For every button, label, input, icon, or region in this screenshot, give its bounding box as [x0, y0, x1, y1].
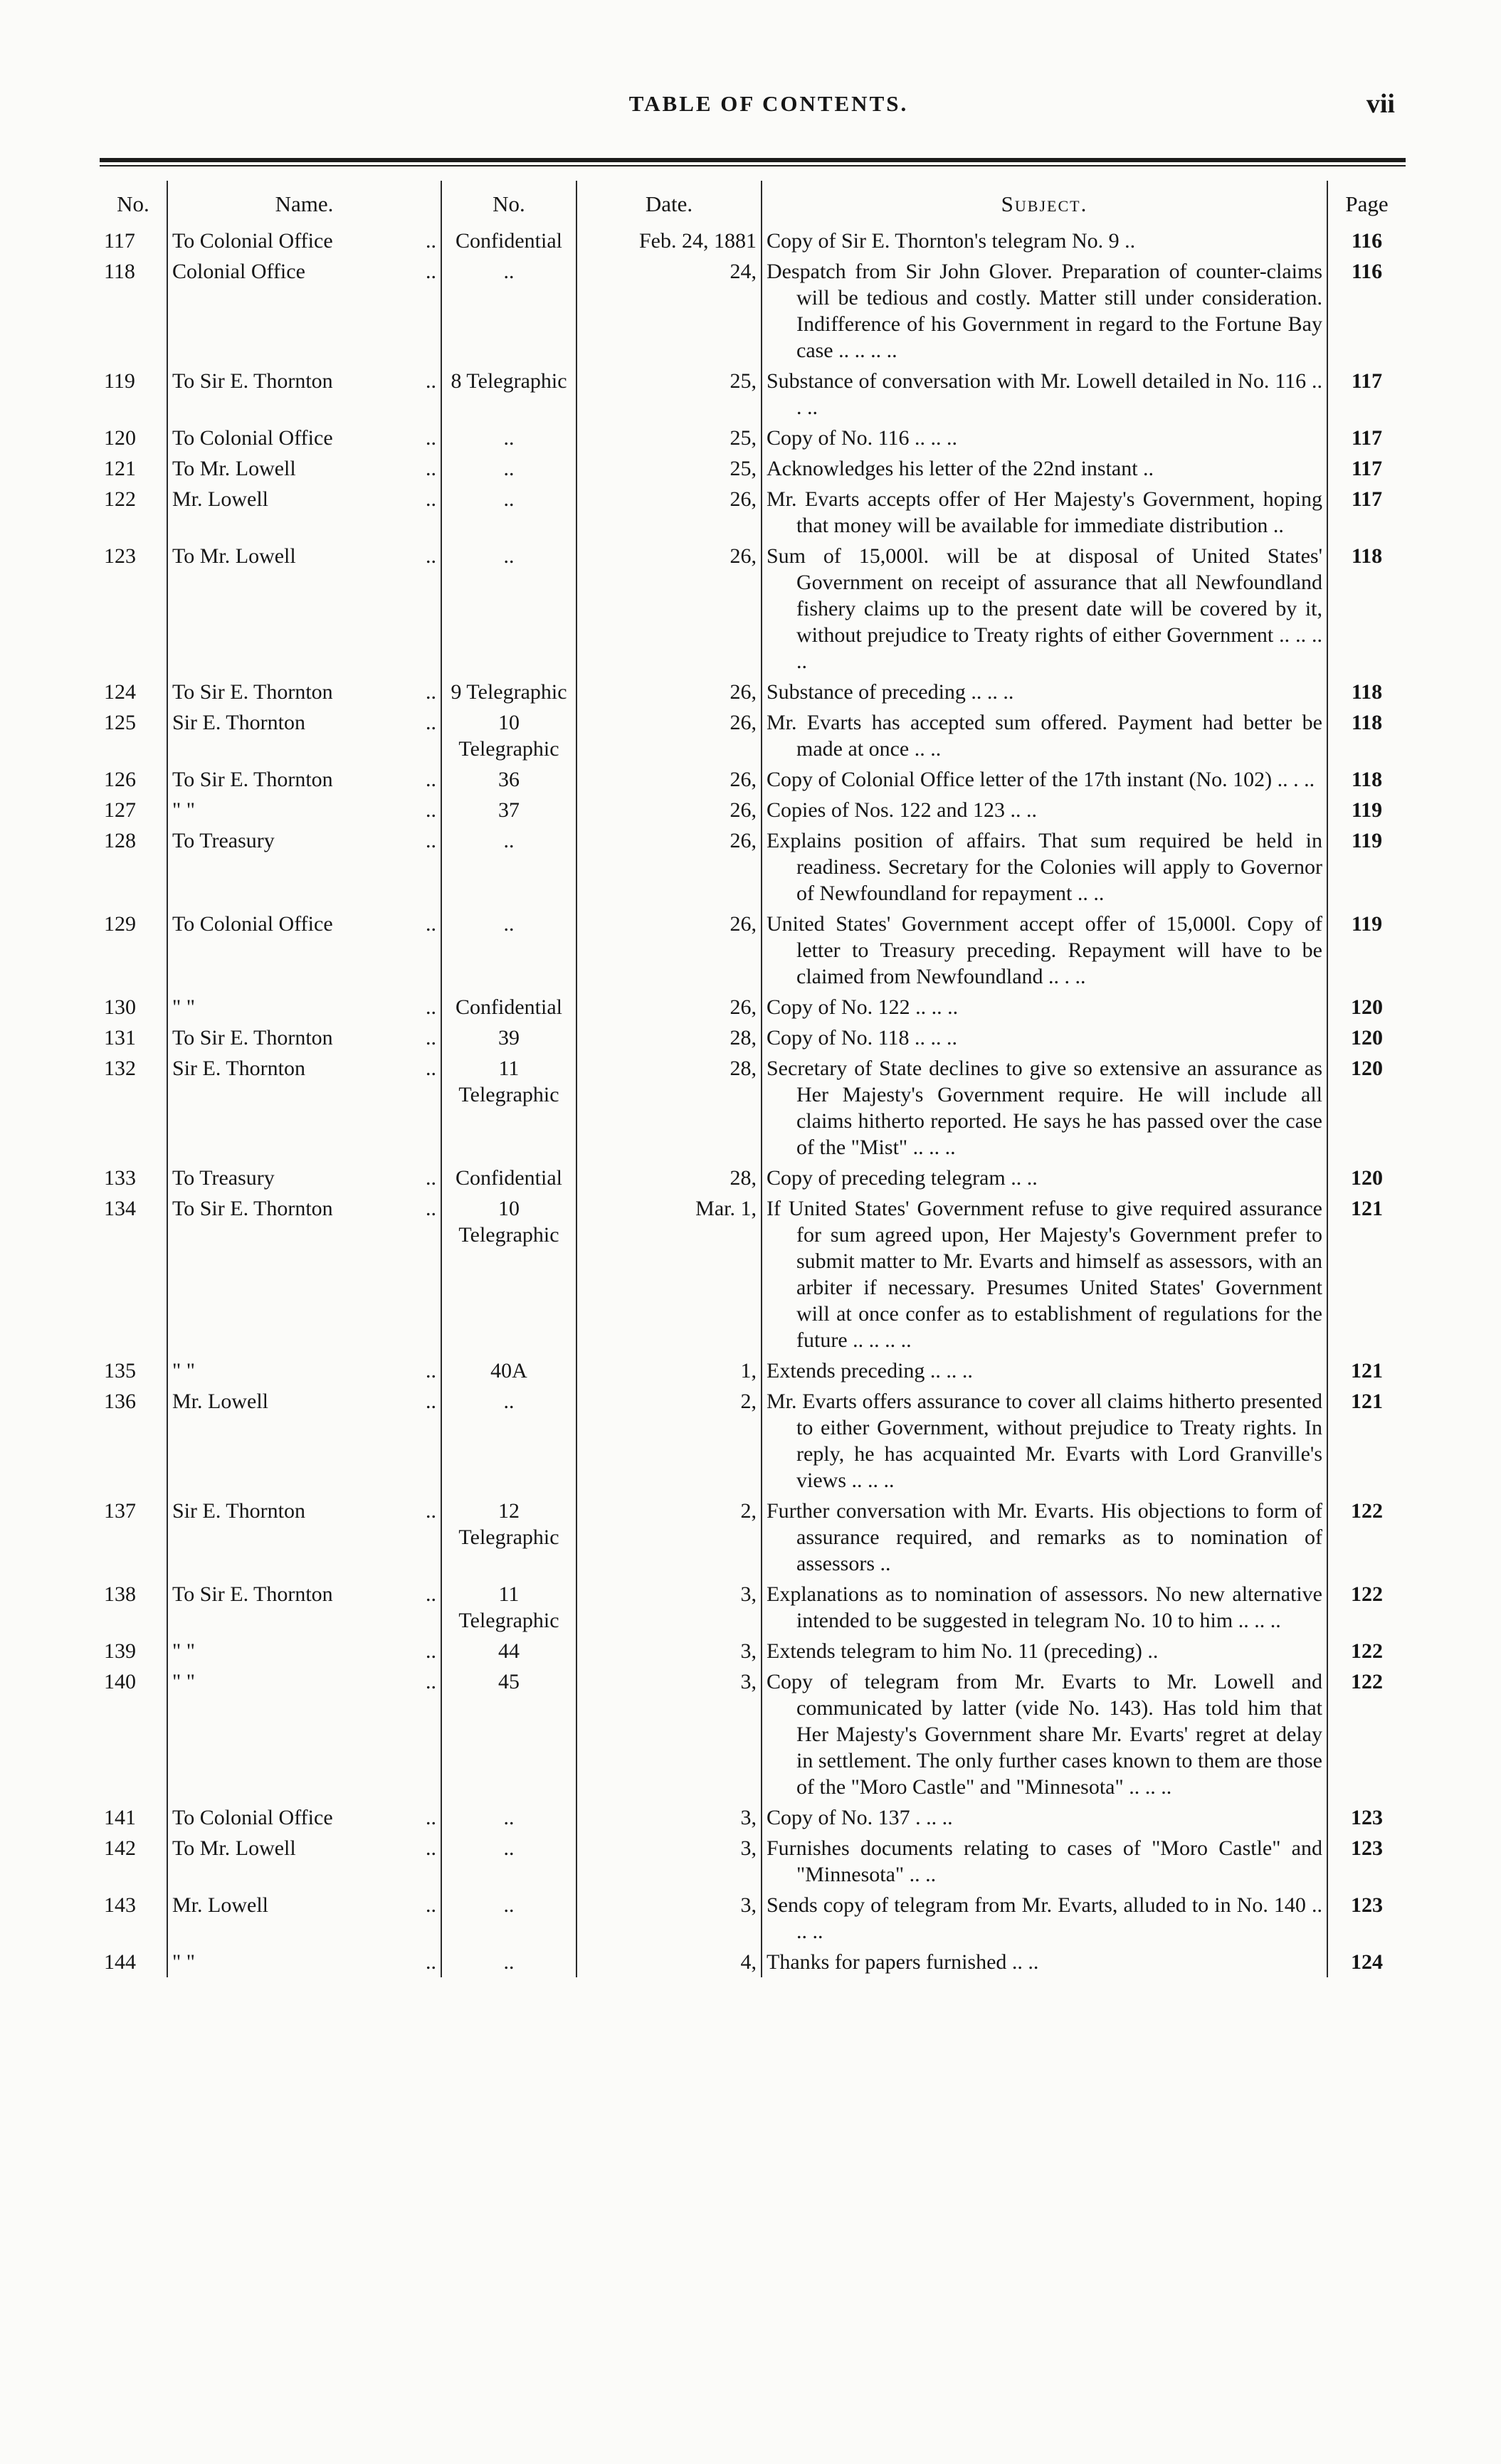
entry-subject-text: Copy of No. 116 .. .. .. [767, 426, 958, 450]
table-row [100, 1163, 1406, 1193]
entry-name-leader: .. [426, 1670, 436, 1693]
entry-reference: 9 Telegraphic [441, 677, 576, 707]
entry-date: 26, [576, 484, 762, 541]
entry-subject-text: Explains position of affairs. That sum required be held in readiness. Secretary for the Colonies will apply to Governor of Newfoundland for repayment .. .. [767, 829, 1322, 905]
entry-number: 118 [100, 256, 167, 366]
entry-reference: .. [441, 484, 576, 541]
entry-page: 124 [1351, 1950, 1383, 1974]
entry-page: 118 [1351, 711, 1383, 734]
entry-subject-text: Extends telegram to him No. 11 (preceding) .. [767, 1639, 1159, 1663]
entry-reference: .. [441, 423, 576, 453]
table-row [100, 1579, 1406, 1636]
entry-date: 2, [576, 1386, 762, 1496]
entry-page: 120 [1351, 1057, 1383, 1080]
entry-date: 3, [576, 1666, 762, 1802]
entry-number: 122 [100, 484, 167, 541]
entry-date: 26, [576, 909, 762, 992]
entry-subject [762, 423, 1327, 453]
entry-subject-text: Furnishes documents relating to cases of "Moro Castle" and "Minnesota" .. .. [767, 1836, 1322, 1886]
entry-name [167, 1496, 441, 1579]
entry-subject [762, 677, 1327, 707]
entry-reference: .. [441, 453, 576, 484]
entry-name [167, 1947, 441, 1977]
header-rule-thin [100, 165, 1406, 166]
entry-name-text: To Sir E. Thornton [172, 768, 333, 791]
entry-page: 117 [1351, 487, 1383, 511]
entry-page: 118 [1351, 680, 1383, 704]
entry-number: 141 [100, 1802, 167, 1833]
column-header-ref: No. [441, 181, 576, 226]
entry-reference: 8 Telegraphic [441, 366, 576, 423]
entry-name-leader: .. [426, 768, 436, 791]
entry-subject-text: Sum of 15,000l. will be at disposal of United States' Government on receipt of assurance that all Newfoundland fishery claims up to the present date will be covered by it, without prejudice to Treaty rights of either Government .. .. .. .. [767, 544, 1322, 673]
entry-name [167, 453, 441, 484]
entry-name-text: Sir E. Thornton [172, 1057, 305, 1080]
entry-subject-text: Secretary of State declines to give so extensive an assurance as Her Majesty's Government require. He will include all claims hitherto reported. He says he has passed over the case of the "Mist" .. .. .. [767, 1057, 1322, 1159]
entry-name [167, 992, 441, 1022]
entry-page: 118 [1351, 544, 1383, 568]
table-row [100, 677, 1406, 707]
entry-name [167, 1193, 441, 1355]
entry-reference: 10 Telegraphic [441, 1193, 576, 1355]
entry-page: 123 [1351, 1836, 1383, 1860]
entry-name-text: Mr. Lowell [172, 1893, 268, 1917]
entry-date: 26, [576, 795, 762, 825]
entry-subject [762, 707, 1327, 764]
entry-name-leader: .. [426, 711, 436, 734]
entry-name [167, 1890, 441, 1947]
entry-date: 26, [576, 992, 762, 1022]
entry-name-text: To Colonial Office [172, 426, 333, 450]
table-row [100, 1386, 1406, 1496]
table-header-row [100, 181, 1406, 226]
entry-subject [762, 909, 1327, 992]
entry-page: 121 [1351, 1390, 1383, 1413]
entry-name-leader: .. [426, 829, 436, 852]
entry-reference: 10 Telegraphic [441, 707, 576, 764]
entry-number: 144 [100, 1947, 167, 1977]
entry-name [167, 707, 441, 764]
entry-name-text: Mr. Lowell [172, 487, 268, 511]
entry-name-text: To Treasury [172, 829, 275, 852]
entry-number: 134 [100, 1193, 167, 1355]
entry-reference: .. [441, 1833, 576, 1890]
entry-subject-text: Sends copy of telegram from Mr. Evarts, alluded to in No. 140 .. .. .. [767, 1893, 1322, 1943]
entry-name [167, 1579, 441, 1636]
entry-subject-text: Copy of preceding telegram .. .. [767, 1166, 1038, 1190]
table-row [100, 1053, 1406, 1163]
entry-date: 3, [576, 1890, 762, 1947]
entry-date: 26, [576, 541, 762, 677]
entry-number: 125 [100, 707, 167, 764]
entry-name-leader: .. [426, 798, 436, 822]
table-row [100, 1666, 1406, 1802]
entry-subject-text: Explanations as to nomination of assessors. No new alternative intended to be suggested in telegram No. 10 to him .. .. .. [767, 1582, 1322, 1632]
entry-page: 117 [1351, 426, 1383, 450]
entry-number: 138 [100, 1579, 167, 1636]
entry-name [167, 1022, 441, 1053]
entry-name-leader: .. [426, 680, 436, 704]
entry-name-leader: .. [426, 1390, 436, 1413]
entry-page: 117 [1351, 369, 1383, 393]
entry-subject [762, 1386, 1327, 1496]
entry-number: 124 [100, 677, 167, 707]
entry-name [167, 256, 441, 366]
entry-subject-text: Mr. Evarts has accepted sum offered. Payment had better be made at once .. .. [767, 711, 1322, 761]
entry-subject-text: Extends preceding .. .. .. [767, 1359, 973, 1382]
table-row [100, 423, 1406, 453]
column-header-subject: Subject. [762, 181, 1327, 226]
entry-subject [762, 1890, 1327, 1947]
entry-page: 117 [1351, 457, 1383, 480]
entry-name-leader: .. [426, 260, 436, 283]
entry-date: 25, [576, 366, 762, 423]
entry-name-leader: .. [426, 1166, 436, 1190]
entry-page: 123 [1351, 1806, 1383, 1829]
entry-subject-text: Further conversation with Mr. Evarts. His objections to form of assurance required, and remarks as to nomination of assessors .. [767, 1499, 1322, 1575]
entry-subject [762, 541, 1327, 677]
column-header-name: Name. [167, 181, 441, 226]
entry-name [167, 1053, 441, 1163]
entry-reference: 12 Telegraphic [441, 1496, 576, 1579]
entry-number: 126 [100, 764, 167, 795]
entry-subject [762, 1579, 1327, 1636]
entry-name [167, 1163, 441, 1193]
entry-date: 24, [576, 256, 762, 366]
entry-reference: .. [441, 1947, 576, 1977]
contents-table [100, 181, 1406, 1977]
entry-name [167, 1666, 441, 1802]
entry-name-text: To Colonial Office [172, 229, 333, 253]
entry-subject [762, 1947, 1327, 1977]
entry-subject [762, 1833, 1327, 1890]
entry-subject [762, 226, 1327, 256]
entry-date: 3, [576, 1636, 762, 1666]
entry-number: 135 [100, 1355, 167, 1386]
entry-date: 3, [576, 1833, 762, 1890]
entry-reference: .. [441, 541, 576, 677]
entry-date: 4, [576, 1947, 762, 1977]
header-rule-thick [100, 158, 1406, 162]
entry-name [167, 541, 441, 677]
entry-reference: .. [441, 825, 576, 909]
entry-name-text: To Colonial Office [172, 1806, 333, 1829]
entry-name-text: " " [172, 1639, 195, 1663]
entry-subject [762, 795, 1327, 825]
table-row [100, 226, 1406, 256]
entry-number: 136 [100, 1386, 167, 1496]
entry-subject-text: Copy of telegram from Mr. Evarts to Mr. Lowell and communicated by latter (vide No. 143). Has told him that Her Majesty's Government share Mr. Evarts' regret at delay in settlement. The only further cases known to them are those of the "Moro Castle" and "Minnesota" .. .. .. [767, 1670, 1322, 1799]
entry-reference: .. [441, 1890, 576, 1947]
entry-date: 26, [576, 764, 762, 795]
table-row [100, 1496, 1406, 1579]
entry-name-leader: .. [426, 912, 436, 936]
table-body [100, 226, 1406, 1977]
column-header-no: No. [100, 181, 167, 226]
entry-name-leader: .. [426, 1639, 436, 1663]
entry-name-text: To Sir E. Thornton [172, 369, 333, 393]
entry-subject-text: Copy of No. 118 .. .. .. [767, 1026, 958, 1049]
entry-page: 116 [1351, 229, 1383, 253]
entry-subject-text: Copy of Colonial Office letter of the 17th instant (No. 102) .. . .. [767, 768, 1315, 791]
entry-subject [762, 992, 1327, 1022]
entry-subject-text: Substance of conversation with Mr. Lowell detailed in No. 116 .. . .. [767, 369, 1322, 419]
entry-date: 28, [576, 1053, 762, 1163]
entry-number: 128 [100, 825, 167, 909]
entry-page: 122 [1351, 1582, 1383, 1606]
entry-number: 121 [100, 453, 167, 484]
table-row [100, 366, 1406, 423]
entry-number: 133 [100, 1163, 167, 1193]
entry-reference: .. [441, 256, 576, 366]
entry-reference: .. [441, 1386, 576, 1496]
entry-subject [762, 1053, 1327, 1163]
entry-subject [762, 366, 1327, 423]
entry-subject [762, 1193, 1327, 1355]
table-row [100, 707, 1406, 764]
entry-subject-text: United States' Government accept offer of 15,000l. Copy of letter to Treasury preceding. Repayment will have to be claimed from Newfoundland .. . .. [767, 912, 1322, 988]
entry-subject [762, 764, 1327, 795]
column-header-page: Page [1345, 191, 1389, 216]
entry-date: 28, [576, 1022, 762, 1053]
entry-page: 122 [1351, 1670, 1383, 1693]
entry-name [167, 1636, 441, 1666]
running-head [142, 91, 1395, 134]
entry-name-leader: .. [426, 1057, 436, 1080]
entry-date: 28, [576, 1163, 762, 1193]
entry-reference: 45 [441, 1666, 576, 1802]
entry-reference: 37 [441, 795, 576, 825]
entry-name-leader: .. [426, 1836, 436, 1860]
entry-name-text: To Mr. Lowell [172, 457, 296, 480]
entry-name-leader: .. [426, 1026, 436, 1049]
entry-reference: Confidential [441, 226, 576, 256]
entry-date: 3, [576, 1579, 762, 1636]
entry-subject-text: If United States' Government refuse to give required assurance for sum agreed upon, Her Majesty's Government prefer to submit matter to Mr. Evarts and himself as assessors, with an arbiter if necessary. Presumes United States' Government will at once confer as to establishment of regulations for the future .. .. .. .. [767, 1197, 1322, 1352]
entry-name-text: To Sir E. Thornton [172, 1582, 333, 1606]
entry-name-leader: .. [426, 426, 436, 450]
entry-reference: 40A [441, 1355, 576, 1386]
entry-subject [762, 1802, 1327, 1833]
page-title: TABLE OF CONTENTS. [628, 91, 909, 116]
entry-name-text: To Sir E. Thornton [172, 1026, 333, 1049]
entry-name [167, 423, 441, 453]
entry-name-text: To Mr. Lowell [172, 544, 296, 568]
entry-subject-text: Copy of Sir E. Thornton's telegram No. 9 .. [767, 229, 1136, 253]
entry-subject-text: Mr. Evarts accepts offer of Her Majesty's Government, hoping that money will be available for immediate distribution .. [767, 487, 1322, 537]
entry-name-text: Sir E. Thornton [172, 711, 305, 734]
entry-number: 127 [100, 795, 167, 825]
entry-page: 119 [1351, 912, 1383, 936]
entry-name-leader: .. [426, 1893, 436, 1917]
table-row [100, 541, 1406, 677]
entry-name [167, 366, 441, 423]
table-row [100, 484, 1406, 541]
entry-date: 2, [576, 1496, 762, 1579]
entry-name [167, 909, 441, 992]
entry-name-text: To Sir E. Thornton [172, 1197, 333, 1220]
table-row [100, 909, 1406, 992]
entry-reference: .. [441, 909, 576, 992]
entry-reference: Confidential [441, 1163, 576, 1193]
entry-page: 120 [1351, 1166, 1383, 1190]
entry-name-text: Sir E. Thornton [172, 1499, 305, 1523]
entry-subject [762, 1636, 1327, 1666]
entry-subject-text: Thanks for papers furnished .. .. [767, 1950, 1039, 1974]
entry-page: 121 [1351, 1359, 1383, 1382]
entry-subject-text: Substance of preceding .. .. .. [767, 680, 1014, 704]
entry-name-text: Colonial Office [172, 260, 305, 283]
table-row [100, 1355, 1406, 1386]
entry-name-leader: .. [426, 1197, 436, 1220]
entry-number: 139 [100, 1636, 167, 1666]
entry-subject [762, 1496, 1327, 1579]
entry-name-text: To Sir E. Thornton [172, 680, 333, 704]
entry-date: 25, [576, 423, 762, 453]
entry-date: 26, [576, 677, 762, 707]
entry-name-text: " " [172, 798, 195, 822]
entry-name-leader: .. [426, 1950, 436, 1974]
entry-reference: 11 Telegraphic [441, 1579, 576, 1636]
entry-subject [762, 1666, 1327, 1802]
entry-date: Feb. 24, 1881 [576, 226, 762, 256]
entry-name [167, 795, 441, 825]
entry-number: 143 [100, 1890, 167, 1947]
entry-name [167, 1355, 441, 1386]
entry-reference: Confidential [441, 992, 576, 1022]
entry-reference: .. [441, 1802, 576, 1833]
entry-name-leader: .. [426, 457, 436, 480]
entry-name-text: " " [172, 1950, 195, 1974]
entry-number: 123 [100, 541, 167, 677]
entry-reference: 44 [441, 1636, 576, 1666]
entry-number: 140 [100, 1666, 167, 1802]
table-row [100, 1193, 1406, 1355]
entry-reference: 39 [441, 1022, 576, 1053]
entry-subject-text: Acknowledges his letter of the 22nd instant .. [767, 457, 1154, 480]
table-row [100, 1802, 1406, 1833]
entry-page: 122 [1351, 1639, 1383, 1663]
entry-page: 120 [1351, 995, 1383, 1019]
entry-name-leader: .. [426, 369, 436, 393]
entry-name-leader: .. [426, 995, 436, 1019]
entry-number: 142 [100, 1833, 167, 1890]
entry-subject-text: Copy of No. 122 .. .. .. [767, 995, 959, 1019]
entry-page: 118 [1351, 768, 1383, 791]
entry-name [167, 484, 441, 541]
entry-name-leader: .. [426, 1499, 436, 1523]
entry-name [167, 226, 441, 256]
entry-page: 120 [1351, 1026, 1383, 1049]
entry-subject [762, 1355, 1327, 1386]
entry-subject-text: Despatch from Sir John Glover. Preparation of counter-claims will be tedious and costly. Matter still under consideration. Indifference of his Government in regard to the Fortune Bay case .. .. .. .. [767, 260, 1322, 362]
entry-number: 132 [100, 1053, 167, 1163]
entry-date: 26, [576, 707, 762, 764]
entry-date: Mar. 1, [576, 1193, 762, 1355]
page-number: vii [1366, 89, 1395, 119]
table-row [100, 795, 1406, 825]
entry-page: 123 [1351, 1893, 1383, 1917]
entry-name [167, 764, 441, 795]
entry-name-text: To Treasury [172, 1166, 275, 1190]
entry-name-leader: .. [426, 229, 436, 253]
entry-name-leader: .. [426, 1359, 436, 1382]
entry-number: 117 [100, 226, 167, 256]
entry-subject [762, 1022, 1327, 1053]
column-header-date: Date. [576, 181, 762, 226]
entry-number: 119 [100, 366, 167, 423]
entry-name-text: " " [172, 1359, 195, 1382]
entry-subject [762, 453, 1327, 484]
entry-date: 1, [576, 1355, 762, 1386]
entry-name-text: Mr. Lowell [172, 1390, 268, 1413]
table-row [100, 1890, 1406, 1947]
entry-reference: 11 Telegraphic [441, 1053, 576, 1163]
entry-date: 25, [576, 453, 762, 484]
entry-number: 120 [100, 423, 167, 453]
entry-date: 26, [576, 825, 762, 909]
entry-name [167, 677, 441, 707]
entry-page: 119 [1351, 798, 1383, 822]
entry-date: 3, [576, 1802, 762, 1833]
table-row [100, 1833, 1406, 1890]
entry-number: 130 [100, 992, 167, 1022]
entry-page: 119 [1351, 829, 1383, 852]
entry-page: 122 [1351, 1499, 1383, 1523]
entry-number: 137 [100, 1496, 167, 1579]
entry-name-text: " " [172, 1670, 195, 1693]
entry-subject [762, 825, 1327, 909]
table-row [100, 1022, 1406, 1053]
entry-subject-text: Copies of Nos. 122 and 123 .. .. [767, 798, 1037, 822]
entry-name-text: To Mr. Lowell [172, 1836, 296, 1860]
table-row [100, 453, 1406, 484]
entry-page: 116 [1351, 260, 1383, 283]
entry-name-leader: .. [426, 487, 436, 511]
entry-name [167, 1802, 441, 1833]
entry-subject [762, 484, 1327, 541]
entry-subject [762, 1163, 1327, 1193]
table-row [100, 992, 1406, 1022]
table-row [100, 256, 1406, 366]
entry-number: 129 [100, 909, 167, 992]
entry-name [167, 825, 441, 909]
table-row [100, 1636, 1406, 1666]
table-row [100, 764, 1406, 795]
entry-name [167, 1833, 441, 1890]
entry-reference: 36 [441, 764, 576, 795]
entry-number: 131 [100, 1022, 167, 1053]
entry-subject [762, 256, 1327, 366]
table-row [100, 1947, 1406, 1977]
entry-name-leader: .. [426, 544, 436, 568]
entry-name [167, 1386, 441, 1496]
entry-name-text: To Colonial Office [172, 912, 333, 936]
entry-subject-text: Mr. Evarts offers assurance to cover all claims hitherto presented to either Government, without prejudice to Treaty rights. In reply, he has acquainted Mr. Evarts with Lord Granville's views .. .. .. [767, 1390, 1322, 1492]
entry-subject-text: Copy of No. 137 . .. .. [767, 1806, 953, 1829]
entry-name-leader: .. [426, 1806, 436, 1829]
entry-name-text: " " [172, 995, 195, 1019]
entry-page: 121 [1351, 1197, 1383, 1220]
entry-name-leader: .. [426, 1582, 436, 1606]
table-row [100, 825, 1406, 909]
